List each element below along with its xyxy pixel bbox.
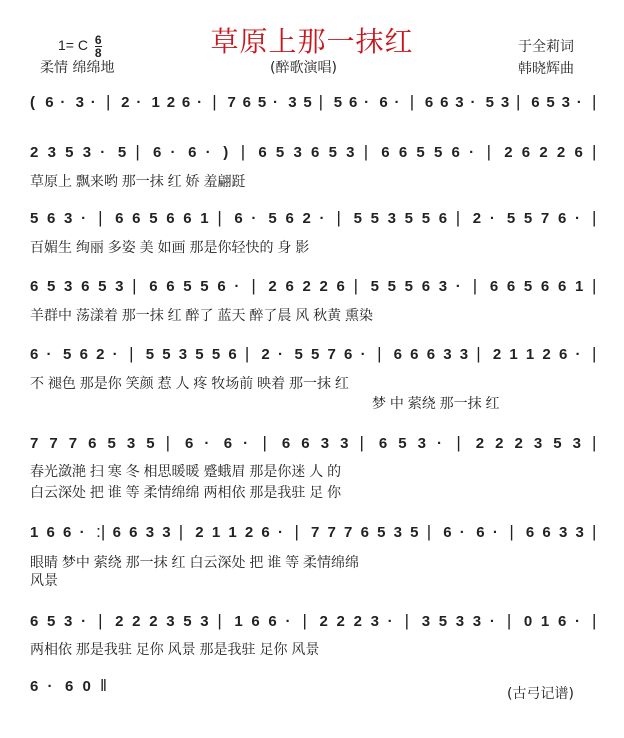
- barline: |: [404, 611, 410, 630]
- note: 2: [132, 613, 141, 630]
- note: 5: [275, 144, 285, 161]
- note: 6: [30, 613, 39, 630]
- barline: |: [98, 611, 103, 630]
- barline: |: [178, 522, 184, 541]
- note: 7: [49, 435, 58, 452]
- note: 3: [455, 94, 464, 111]
- note: 6: [166, 210, 175, 227]
- note: 5: [404, 278, 414, 295]
- note: 6: [132, 210, 141, 227]
- note: 3: [459, 346, 469, 363]
- note: 6: [301, 435, 310, 452]
- note: 1: [200, 210, 209, 227]
- note: 6: [152, 144, 162, 161]
- note: 6: [557, 210, 567, 227]
- note: 6: [30, 278, 39, 295]
- note: ·: [360, 346, 366, 363]
- note: 5: [404, 210, 414, 227]
- note: 6: [63, 524, 72, 541]
- barline: |: [592, 208, 597, 227]
- note: 6: [438, 210, 448, 227]
- barline: |: [262, 433, 267, 452]
- note: 2: [302, 278, 311, 295]
- lyric-line: 两相依 那是我驻 足你 风景 那是我驻 足你 风景: [30, 641, 320, 657]
- note: 6: [348, 94, 358, 111]
- note: 5: [47, 278, 56, 295]
- time-numerator: 6: [94, 33, 102, 47]
- note: 5: [200, 278, 209, 295]
- note: 6: [228, 346, 237, 363]
- barline: |: [251, 276, 256, 295]
- barline: |: [592, 276, 597, 295]
- barline: |: [244, 344, 250, 363]
- barline: |: [455, 208, 461, 227]
- barline: |: [129, 344, 134, 363]
- note: 3: [64, 613, 73, 630]
- note: 3: [288, 94, 297, 111]
- note: 6: [540, 278, 550, 295]
- note: 6: [112, 524, 121, 541]
- note: 6: [393, 346, 402, 363]
- note: 2: [336, 613, 345, 630]
- note: 5: [294, 346, 303, 363]
- composer-credit: 韩晓辉曲: [518, 61, 574, 77]
- note: 3: [75, 94, 84, 111]
- note: 5: [353, 210, 362, 227]
- barline: |: [509, 522, 514, 541]
- note: 1: [30, 524, 39, 541]
- note: 6: [542, 524, 551, 541]
- note: 2: [244, 524, 254, 541]
- note: 5: [387, 278, 396, 295]
- note: 3: [417, 435, 426, 452]
- note: 5: [485, 94, 495, 111]
- barline: |: [516, 92, 521, 111]
- note: ·: [46, 346, 52, 363]
- note: 5: [183, 613, 192, 630]
- note: 6: [181, 94, 191, 111]
- note: 7: [311, 524, 320, 541]
- note: ·: [234, 278, 240, 295]
- note: ·: [136, 94, 142, 111]
- note: 7: [344, 524, 353, 541]
- note: 1: [509, 346, 518, 363]
- note: 3: [340, 435, 349, 452]
- note: 6: [574, 144, 583, 161]
- barline: |: [212, 92, 217, 111]
- note: ·: [277, 346, 283, 363]
- note: 3: [370, 613, 379, 630]
- barline: |: [336, 208, 341, 227]
- note: 3: [178, 346, 188, 363]
- note: ·: [273, 94, 279, 111]
- note: 5: [506, 210, 516, 227]
- note: ·: [277, 524, 283, 541]
- note: 6: [217, 278, 226, 295]
- note: 5: [63, 346, 72, 363]
- barline: |: [456, 433, 461, 452]
- note: 6: [525, 524, 535, 541]
- note: 2: [539, 144, 548, 161]
- note: 3: [558, 524, 568, 541]
- lyric-line: 风景: [30, 572, 58, 588]
- note: 6: [378, 435, 388, 452]
- note: 6: [285, 210, 294, 227]
- note: 2: [268, 278, 277, 295]
- note: 5: [65, 144, 74, 161]
- note: ·: [455, 278, 461, 295]
- note: ·: [81, 210, 87, 227]
- note: 5: [303, 94, 312, 111]
- note: ·: [81, 613, 87, 630]
- note: 6: [65, 678, 74, 695]
- barline: |: [363, 142, 369, 161]
- note: 5: [410, 524, 419, 541]
- note: 6: [424, 94, 434, 111]
- note: 5: [421, 210, 431, 227]
- note: 6: [81, 278, 90, 295]
- note: ·: [574, 613, 580, 630]
- expression-marking: 柔情 绵绵地: [40, 60, 115, 76]
- lyric-line: 百媚生 绚丽 多姿 美 如画 那是你轻快的 身 影: [30, 239, 310, 255]
- note: 3: [200, 613, 209, 630]
- barline: |: [359, 433, 364, 452]
- note: 3: [293, 144, 302, 161]
- note: 6: [410, 346, 419, 363]
- note: 3: [166, 613, 175, 630]
- note: 5: [398, 435, 407, 452]
- note: 3: [346, 144, 355, 161]
- time-denominator: 8: [94, 46, 102, 60]
- note: 7: [227, 94, 236, 111]
- barline: |: [217, 208, 222, 227]
- barline: |: [132, 276, 137, 295]
- note: 6: [115, 210, 124, 227]
- note: ·: [574, 210, 580, 227]
- note: 5: [145, 346, 155, 363]
- note: 6: [311, 144, 320, 161]
- note: 5: [311, 346, 320, 363]
- note: 5: [257, 94, 267, 111]
- note: 5: [47, 613, 56, 630]
- barline: ‖: [100, 676, 108, 695]
- note: 6: [398, 144, 408, 161]
- note: 3: [533, 435, 543, 452]
- lyric-line: 白云深处 把 谁 等 柔情绵绵 两相依 那是我驻 足 你: [30, 484, 342, 500]
- note: 6: [336, 278, 345, 295]
- note: 6: [344, 346, 353, 363]
- note: ·: [100, 144, 106, 161]
- note: 6: [188, 144, 197, 161]
- note: 6: [451, 144, 460, 161]
- note: 1: [574, 278, 584, 295]
- note: 5: [370, 210, 379, 227]
- note: 6: [557, 278, 567, 295]
- note: 2: [302, 210, 311, 227]
- note: ·: [489, 613, 495, 630]
- barline: :|: [96, 522, 106, 541]
- lyric-line: 眼睛 梦中 萦绕 那一抹 红 白云深处 把 谁 等 柔情绵绵: [30, 554, 360, 570]
- note: 2: [115, 613, 124, 630]
- note: 6: [79, 346, 88, 363]
- note: ·: [60, 94, 66, 111]
- note: ·: [112, 346, 118, 363]
- note: 6: [223, 435, 233, 452]
- barline: |: [409, 92, 415, 111]
- note: 6: [476, 524, 485, 541]
- note: 2: [472, 210, 482, 227]
- barline: |: [318, 92, 324, 111]
- note: ·: [394, 94, 400, 111]
- note: 5: [195, 346, 204, 363]
- note: 5: [30, 210, 39, 227]
- note: 3: [82, 144, 92, 161]
- note: ·: [436, 435, 442, 452]
- note: 3: [472, 613, 482, 630]
- note: 2: [319, 613, 328, 630]
- notation-credit: (古弓记谱): [507, 686, 574, 702]
- note: 1: [540, 613, 550, 630]
- note: 6: [506, 278, 516, 295]
- note: 7: [327, 346, 336, 363]
- note: 3: [126, 435, 136, 452]
- lyric-line: 羊群中 荡漾着 那一抹 红 醉了 蓝天 醉了晨 风 秋黄 熏染: [30, 307, 374, 323]
- note: ·: [489, 210, 495, 227]
- note: ·: [170, 144, 176, 161]
- note: 2: [492, 346, 502, 363]
- note: 6: [268, 613, 277, 630]
- note: 6: [45, 94, 54, 111]
- note: 2: [261, 346, 270, 363]
- note: 5: [546, 94, 555, 111]
- note: 2: [504, 144, 513, 161]
- note: ·: [319, 210, 325, 227]
- note: 2: [556, 144, 566, 161]
- barline: |: [217, 611, 222, 630]
- note: 1: [525, 346, 535, 363]
- note: 5: [333, 94, 343, 111]
- note: 6: [381, 144, 390, 161]
- barline: |: [105, 92, 111, 111]
- note: 3: [438, 278, 448, 295]
- lyricist-credit: 于全莉词: [518, 39, 574, 55]
- note: 6: [421, 278, 431, 295]
- note: 7: [540, 210, 550, 227]
- note: 6: [183, 210, 192, 227]
- note: 5: [117, 144, 127, 161]
- note: 1: [151, 94, 160, 111]
- note: ·: [469, 144, 475, 161]
- note: 2: [475, 435, 485, 452]
- note: 6: [521, 144, 531, 161]
- note: 6: [489, 278, 499, 295]
- note: 6: [557, 613, 567, 630]
- barline: |: [486, 142, 492, 161]
- note: ·: [205, 144, 211, 161]
- note: 3: [64, 278, 73, 295]
- note: 6: [30, 678, 39, 695]
- note: 6: [149, 278, 158, 295]
- note: 2: [542, 346, 551, 363]
- note: ·: [79, 524, 85, 541]
- note: ·: [47, 678, 53, 695]
- note: 6: [440, 94, 449, 111]
- note: 5: [146, 435, 155, 452]
- note: 6: [360, 524, 369, 541]
- barline: |: [294, 522, 299, 541]
- note: 3: [443, 346, 452, 363]
- note: 2: [514, 435, 523, 452]
- note: 3: [455, 613, 465, 630]
- note: 5: [523, 210, 533, 227]
- note: 2: [30, 144, 39, 161]
- barline: |: [135, 142, 140, 161]
- note: ·: [470, 94, 476, 111]
- note: 6: [251, 613, 260, 630]
- note: 5: [416, 144, 425, 161]
- note: 5: [149, 210, 158, 227]
- note: 6: [166, 278, 175, 295]
- barline: |: [302, 611, 307, 630]
- note: 6: [558, 346, 568, 363]
- barline: |: [592, 522, 597, 541]
- note: ·: [204, 435, 210, 452]
- note: 5: [268, 210, 277, 227]
- note: 0: [82, 678, 91, 695]
- barline: |: [476, 344, 481, 363]
- note: 2: [495, 435, 504, 452]
- note: ·: [251, 210, 257, 227]
- note: 5: [211, 346, 221, 363]
- note: 6: [379, 94, 388, 111]
- note: 5: [162, 346, 171, 363]
- note: 5: [107, 435, 116, 452]
- note: 3: [575, 524, 584, 541]
- note: ·: [492, 524, 498, 541]
- note: 3: [162, 524, 171, 541]
- note: 5: [183, 278, 192, 295]
- note: ·: [243, 435, 249, 452]
- barline: |: [506, 611, 512, 630]
- note: 5: [433, 144, 443, 161]
- barline: |: [592, 611, 597, 630]
- note: ·: [387, 613, 393, 630]
- note: ·: [576, 94, 582, 111]
- note: 5: [523, 278, 533, 295]
- note: 7: [68, 435, 78, 452]
- song-title: 草原上那一抹红: [210, 25, 414, 58]
- barline: |: [592, 344, 597, 363]
- note: 6: [258, 144, 267, 161]
- note: 2: [96, 346, 105, 363]
- note: 3: [64, 210, 73, 227]
- note: ·: [364, 94, 370, 111]
- note: 6: [281, 435, 291, 452]
- note: 6: [88, 435, 97, 452]
- note: 6: [531, 94, 540, 111]
- note: 3: [115, 278, 124, 295]
- note: 2: [195, 524, 204, 541]
- note: 2: [353, 613, 362, 630]
- barline: |: [472, 276, 478, 295]
- note: 7: [30, 435, 39, 452]
- note: 3: [572, 435, 581, 452]
- note: 2: [319, 278, 328, 295]
- note: 3: [47, 144, 56, 161]
- note: 1: [228, 524, 237, 541]
- note: 5: [98, 278, 107, 295]
- note: 5: [553, 435, 562, 452]
- note: 6: [285, 278, 294, 295]
- barline: |: [426, 522, 432, 541]
- note: 1: [234, 613, 243, 630]
- note: 0: [523, 613, 533, 630]
- barline: |: [592, 92, 597, 111]
- note: 6: [234, 210, 243, 227]
- note: 2: [166, 94, 176, 111]
- note: ·: [197, 94, 203, 111]
- note: 6: [46, 524, 55, 541]
- note: 3: [500, 94, 510, 111]
- note: 6: [261, 524, 270, 541]
- note: 3: [145, 524, 155, 541]
- performer-note: (醉歌演唱): [270, 60, 337, 76]
- note: 6: [426, 346, 436, 363]
- lyric-line: 不 褪色 那是你 笑颜 惹 人 疼 牧场前 映着 那一抹 红: [30, 375, 349, 391]
- note: 6: [443, 524, 452, 541]
- note: 3: [387, 210, 396, 227]
- note: 3: [561, 94, 570, 111]
- lyric-line: 春光潋滟 扫 寒 冬 相思暖暖 蹙蛾眉 那是你迷 人 的: [30, 463, 342, 479]
- note: ·: [575, 346, 581, 363]
- note: 3: [320, 435, 330, 452]
- note: ·: [285, 613, 291, 630]
- note: 5: [370, 278, 379, 295]
- note: 3: [393, 524, 402, 541]
- note: 6: [30, 346, 39, 363]
- barline: |: [592, 433, 597, 452]
- barline: |: [592, 142, 597, 161]
- barline: |: [165, 433, 171, 452]
- lyric-line: 草原上 飘来哟 那一抹 红 娇 羞翩跹: [30, 173, 246, 189]
- note: ): [223, 144, 229, 161]
- key-signature-text: 1= C: [58, 37, 88, 54]
- note: 2: [149, 613, 158, 630]
- note: 6: [185, 435, 194, 452]
- note: ·: [90, 94, 96, 111]
- barline: |: [98, 208, 103, 227]
- note: 6: [242, 94, 251, 111]
- lyric-line: 梦 中 萦绕 那一抹 红: [372, 395, 500, 411]
- barline: |: [353, 276, 358, 295]
- note: 5: [328, 144, 337, 161]
- note: 6: [129, 524, 138, 541]
- note: 2: [121, 94, 130, 111]
- note: 7: [327, 524, 336, 541]
- note: (: [30, 94, 35, 111]
- note: 5: [438, 613, 448, 630]
- note: ·: [459, 524, 465, 541]
- note: 5: [377, 524, 386, 541]
- note: 6: [47, 210, 56, 227]
- note: 3: [421, 613, 431, 630]
- note: 1: [211, 524, 221, 541]
- barline: |: [377, 344, 382, 363]
- barline: |: [240, 142, 246, 161]
